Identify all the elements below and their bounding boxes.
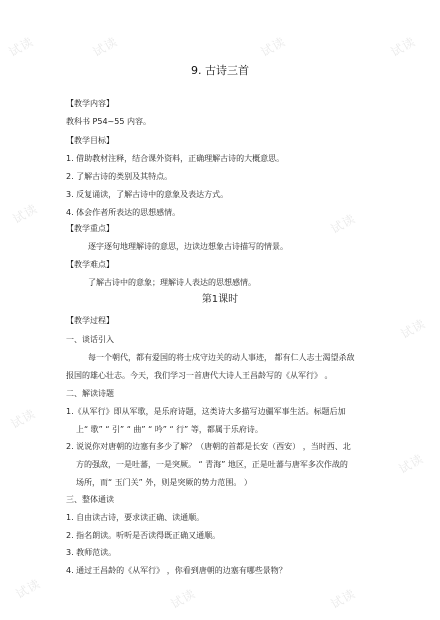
lesson-heading: 第1课时 (201, 294, 239, 305)
list-item-continued: 场所，而“ 玉门关” 外，则是突厥的势力范围。 ） (76, 478, 252, 487)
list-item: 4. 通过王昌龄的《从军行》 ，你看到唐朝的边塞有哪些景物？ (66, 566, 287, 575)
section-heading-difficulty: 【教学难点】 (66, 260, 114, 269)
paragraph: 每一个朝代，都有爱国的将士戍守边关的动人事迹， 都有仁人志士渴望杀敌 (88, 353, 355, 362)
watermark: 试读 (258, 34, 289, 60)
list-item: 1. 借助教材注释，结合课外资料，正确理解古诗的大概意思。 (66, 154, 285, 163)
watermark: 试读 (13, 576, 44, 602)
page-title: 9. 古诗三首 (191, 64, 249, 77)
list-item: 2. 指名朗读。听听是否读得既正确又通顺。 (66, 531, 221, 540)
section-heading-process: 【教学过程】 (66, 316, 114, 325)
list-item: 1. 自由读古诗，要求读正确、读通顺。 (66, 513, 205, 522)
watermark: 试读 (398, 316, 429, 342)
list-item: 3. 教师范读。 (66, 548, 117, 557)
section-heading-content: 【教学内容】 (66, 99, 114, 108)
list-item: 4. 体会作者所表达的思想感情。 (66, 208, 181, 217)
paragraph: 了解古诗中的意象；理解诗人表达的思想感情。 (88, 278, 256, 287)
list-item: 3. 反复诵读，了解古诗中的意象及表达方式。 (66, 190, 229, 199)
watermark: 试读 (328, 586, 359, 612)
watermark: 试读 (8, 406, 39, 432)
watermark: 试读 (328, 211, 359, 237)
watermark: 试读 (396, 451, 427, 477)
list-item: 2. 了解古诗的类别及其特点。 (66, 172, 173, 181)
list-item-continued: 方的强敌，一是吐蕃，一是突厥。 “ 青海” 地区，正是吐蕃与唐军多次作战的 (76, 460, 348, 469)
watermark: 试读 (388, 34, 419, 60)
paragraph: 逐字逐句地理解诗的意思，边读边想象古诗描写的情景。 (88, 242, 288, 251)
watermark: 试读 (168, 586, 199, 612)
section-heading-focus: 【教学重点】 (66, 224, 114, 233)
subsection-heading: 二、解读诗题 (66, 389, 114, 398)
paragraph: 教科书 P54~55 内容。 (66, 117, 151, 126)
list-item: 1.《从军行》即从军歌，是乐府诗题，这类诗大多描写边疆军事生活。标题后加 (66, 407, 346, 416)
section-heading-goals: 【教学目标】 (66, 136, 114, 145)
list-item: 2. 说说你对唐朝的边塞有多少了解？（唐朝的首都是长安（西安） ，当时西、北 (66, 442, 351, 451)
watermark: 试读 (10, 201, 41, 227)
list-item-continued: 上“ 歌” “ 引” “ 曲” “ 吟” “ 行” 等，都属于乐府诗。 (76, 425, 263, 434)
watermark: 试读 (90, 34, 121, 60)
paragraph: 报国的雄心壮志。今天，我们学习一首唐代大诗人王昌龄写的《从军行》 。 (66, 371, 333, 380)
watermark: 试读 (6, 34, 37, 60)
subsection-heading: 三、整体通读 (66, 495, 114, 504)
subsection-heading: 一、谈话引入 (66, 335, 114, 344)
